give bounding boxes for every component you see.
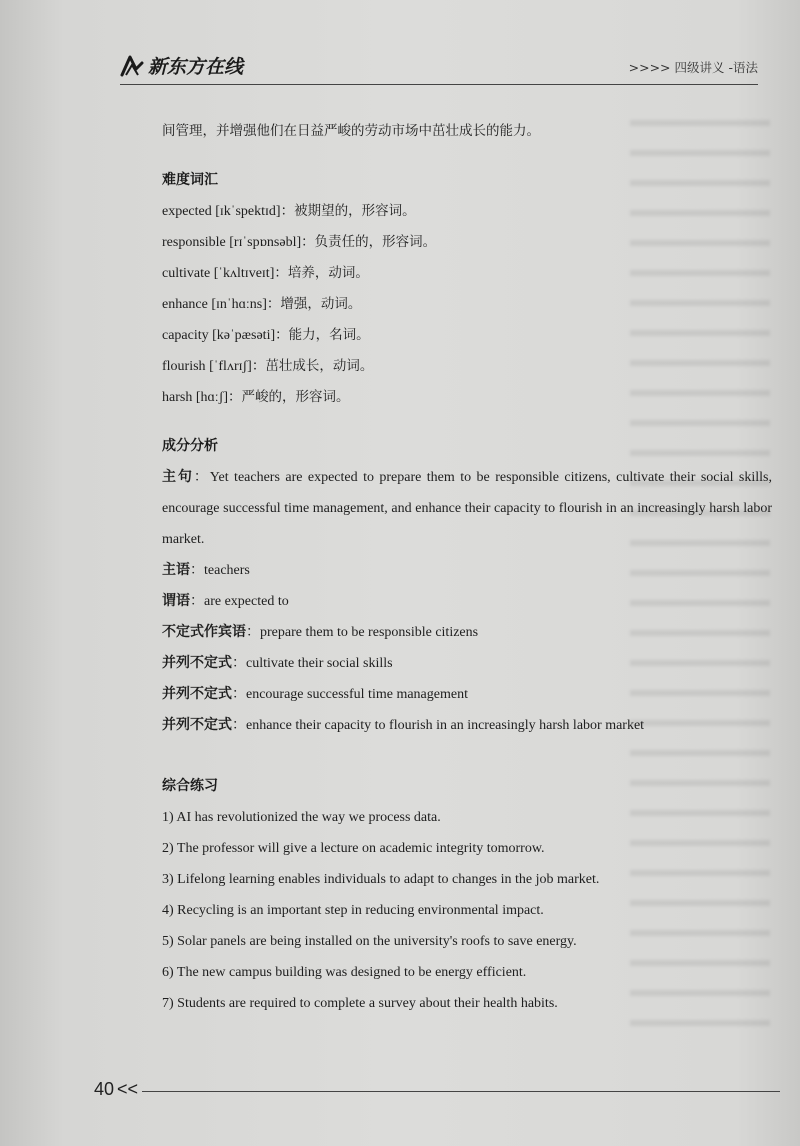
analysis-part: 并列不定式：enhance their capacity to flourish in an increasingly harsh labor market — [162, 717, 645, 733]
vocab-item: responsible [rɪˈspɒnsəbl]：负责任的，形容词。 — [162, 234, 437, 250]
vocab-item: expected [ɪkˈspektɪd]：被期望的，形容词。 — [162, 203, 416, 219]
footer-rule — [142, 1091, 780, 1092]
exercise-item: 7) Students are required to complete a survey about their health habits. — [162, 996, 558, 1011]
exercise-item: 1) AI has revolutionized the way we process data. — [162, 810, 441, 825]
vocab-heading: 难度词汇 — [162, 172, 218, 188]
exercise-item: 4) Recycling is an important step in reducing environmental impact. — [162, 903, 544, 918]
main-label: 主句 — [162, 469, 194, 485]
analysis-part: 谓语：are expected to — [162, 593, 289, 609]
page-arrows: << — [117, 1079, 139, 1099]
analysis-part: 并列不定式：cultivate their social skills — [162, 655, 393, 671]
vocab-item: flourish [ˈflʌrɪʃ]：茁壮成长，动词。 — [162, 358, 374, 374]
page-header — [120, 48, 758, 88]
exercise-item: 6) The new campus building was designed to be energy efficient. — [162, 965, 527, 980]
vocab-item: harsh [hɑːʃ]：严峻的，形容词。 — [162, 389, 350, 405]
header-rule — [120, 84, 758, 85]
analysis-part: 不定式作宾语：prepare them to be responsible citizens — [162, 624, 479, 640]
main-sentence: 主句：Yet teachers are expected to prepare them to be responsible citizens, cultivate their social skills, encourage successful time management, and enhance their capacity to flourish in an increasingly harsh labor market. — [162, 469, 772, 547]
exercise-item: 2) The professor will give a lecture on academic integrity tomorrow. — [162, 841, 545, 856]
analysis-part: 并列不定式：encourage successful time management — [162, 686, 468, 702]
analysis-heading: 成分分析 — [162, 438, 218, 454]
logo-text: 新东方在线 — [148, 56, 244, 78]
analysis-part: 主语：teachers — [162, 562, 250, 578]
page-number: 40 — [94, 1079, 115, 1099]
exercise-item: 3) Lifelong learning enables individuals to adapt to changes in the job market. — [162, 872, 600, 887]
section-title: >>>> 四级讲义 -语法 — [628, 60, 758, 75]
page-footer — [94, 1079, 780, 1109]
exercise-heading: 综合练习 — [162, 778, 218, 794]
new-oriental-logo-icon — [120, 53, 146, 79]
vocab-item: enhance [ɪnˈhɑːns]：增强，动词。 — [162, 296, 362, 312]
vocab-item: cultivate [ˈkʌltɪveɪt]：培养，动词。 — [162, 265, 369, 281]
vocab-list — [162, 196, 772, 413]
intro-line: 间管理，并增强他们在日益严峻的劳动市场中茁壮成长的能力。 — [162, 123, 540, 139]
main-content — [162, 116, 772, 1019]
vocab-item: capacity [kəˈpæsəti]：能力，名词。 — [162, 327, 370, 343]
exercise-item: 5) Solar panels are being installed on the university's roofs to save energy. — [162, 934, 577, 949]
logo — [120, 52, 243, 79]
